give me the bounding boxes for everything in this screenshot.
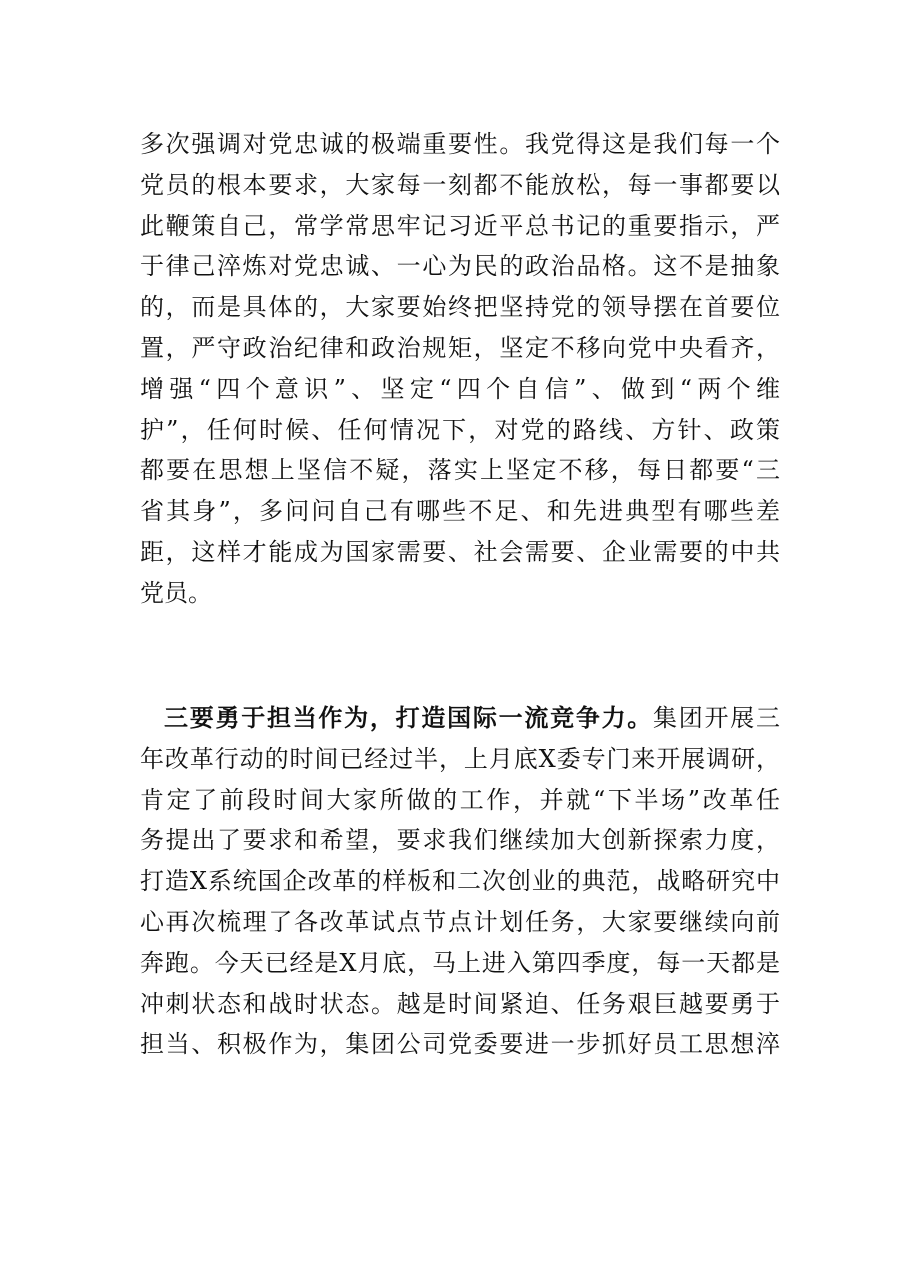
- paragraph-line: 肯定了前段时间大家所做的工作，并就“下半场”改革任: [140, 785, 780, 814]
- paragraph-first-line: [140, 698, 780, 739]
- paragraph-line: 置，严守政治纪律和政治规矩，坚定不移向党中央看齐，: [140, 333, 780, 362]
- section-heading: 三要勇于担当作为，打造国际一流竞争力。: [164, 703, 654, 732]
- paragraph-line: 护”，任何时候、任何情况下，对党的路线、方针、政策: [140, 415, 780, 444]
- paragraph-line: 打造X系统国企改革的样板和二次创业的典范，战略研究中: [140, 867, 780, 896]
- paragraph-line: 此鞭策自己，常学常思牢记习近平总书记的重要指示，严: [140, 211, 780, 240]
- paragraph-line: 党员。: [140, 578, 212, 607]
- paragraph-line: 奔跑。今天已经是X月底，马上进入第四季度，每一天都是: [140, 948, 780, 977]
- paragraph-1: [140, 124, 780, 614]
- paragraph-line: 都要在思想上坚信不疑，落实上坚定不移，每日都要“三: [140, 456, 780, 485]
- paragraph-line: 的，而是具体的，大家要始终把坚持党的领导摆在首要位: [140, 293, 780, 322]
- paragraph-line: 务提出了要求和希望，要求我们继续加大创新探索力度，: [140, 826, 780, 855]
- heading-continuation: 集团开展三: [653, 704, 781, 732]
- paragraph-line: 多次强调对党忠诚的极端重要性。我党得这是我们每一个: [140, 130, 780, 158]
- paragraph-line: 担当、积极作为，集团公司党委要进一步抓好员工思想淬: [140, 1030, 780, 1059]
- paragraph-line: 冲刺状态和战时状态。越是时间紧迫、任务艰巨越要勇于: [140, 989, 780, 1018]
- paragraph-line: 于律己淬炼对党忠诚、一心为民的政治品格。这不是抽象: [140, 252, 780, 281]
- paragraph-line: 年改革行动的时间已经过半，上月底X委专门来开展调研，: [140, 744, 780, 773]
- paragraph-2: [140, 698, 780, 1065]
- paragraph-line: 心再次梳理了各改革试点节点计划任务，大家要继续向前: [140, 907, 780, 936]
- paragraph-line: 省其身”，多问问自己有哪些不足、和先进典型有哪些差: [140, 497, 780, 526]
- paragraph-line: 距，这样才能成为国家需要、社会需要、企业需要的中共: [140, 537, 780, 566]
- paragraph-line: 增强“四个意识”、坚定“四个自信”、做到“两个维: [140, 374, 780, 403]
- paragraph-line: 党员的根本要求，大家每一刻都不能放松，每一事都要以: [140, 170, 780, 199]
